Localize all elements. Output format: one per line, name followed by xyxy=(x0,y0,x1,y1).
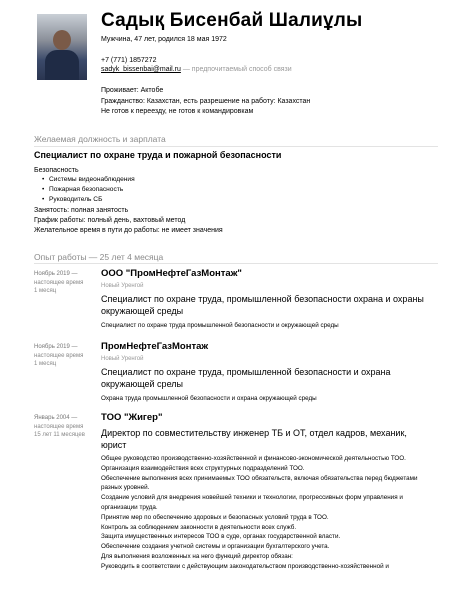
phone-number[interactable]: +7 (771) 1857272 xyxy=(101,57,157,64)
description-line: Принятие мер по обеспечению здоровых и безопасных условий труда в ТОО. xyxy=(101,513,329,521)
company-name: ООО "ПромНефтеГазМонтаж" xyxy=(101,268,242,279)
company-name: ТОО "Жигер" xyxy=(101,412,163,423)
work-schedule: График работы: полный день, вахтовый метод xyxy=(34,217,186,224)
job-description: Специалист по охране труда промышленной безопасности и окружающей среды xyxy=(101,322,339,329)
description-line: Для выполнения возложенных на него функций директор обязан: xyxy=(101,552,293,560)
travel-time: Желательное время в пути до работы: не имеет значения xyxy=(34,227,223,234)
divider xyxy=(34,146,438,147)
divider xyxy=(34,263,438,264)
description-line: Обеспечение создания учетной системы и организации бухгалтерского учета. xyxy=(101,543,330,551)
candidate-name: Садық Бисенбай Шалиұлы xyxy=(101,10,363,31)
description-line: Обеспечение выполнения всех принимаемых ТОО обязательств, включая обязательства перед бюджетами разных уровней. xyxy=(101,474,418,492)
specialization-list xyxy=(42,175,135,205)
citizenship: Гражданство: Казахстан, есть разрешение на работу: Казахстан xyxy=(101,98,311,105)
list-item: • Системы видеонаблюдения xyxy=(42,175,135,185)
description-line: Создание условий для внедрения новейшей техники и технологии, прогрессивных форм управления и организации труда. xyxy=(101,494,403,511)
job-title: Специалист по охране труда, промышленной безопасности и охрана окружающей срелы xyxy=(101,367,391,389)
email-link[interactable]: sadyk_bissenbai@mail.ru xyxy=(101,66,181,73)
job-description: Охрана труда промышленной безопасности и охрана окружающей среды xyxy=(101,395,317,402)
specialization-category: Безопасность xyxy=(34,167,79,174)
description-line: Контроль за соблюдением законности в деятельности всех служб. xyxy=(101,523,297,531)
company-name: ПромНефтеГазМонтаж xyxy=(101,341,209,352)
experience-period: Ноябрь 2019 — настоящее время 1 месяц xyxy=(34,271,84,294)
email-note: — предпочитаемый способ связи xyxy=(182,66,292,73)
relocation: Не готов к переезду, не готов к командировкам xyxy=(101,108,254,115)
company-city: Новый Уренгой xyxy=(101,356,144,362)
list-item: • Руководитель СБ xyxy=(42,195,135,205)
desired-position: Специалист по охране труда и пожарной безопасности xyxy=(34,150,282,160)
personal-info: Мужчина, 47 лет, родился 18 мая 1972 xyxy=(101,36,227,43)
residence: Проживает: Актобе xyxy=(101,87,164,94)
job-title: Специалист по охране труда, промышленной безопасности охрана и охраны окружающей среды xyxy=(101,294,424,316)
email-row xyxy=(101,65,292,74)
company-city: Новый Уренгой xyxy=(101,283,144,289)
desired-section-title: Желаемая должность и зарплата xyxy=(34,134,166,144)
list-item: • Пожарная безопасность xyxy=(42,185,135,195)
description-line: Руководить в соответствии с действующим законодательством производственно-хозяйственной и xyxy=(101,562,389,570)
description-line: Защита имущественных интересов ТОО в суде, органах государственной власти. xyxy=(101,533,341,541)
job-title: Директор по совместительству инженер ТБ и ОТ, отдел кадров, механик, юрист xyxy=(101,428,407,450)
job-description xyxy=(101,454,431,572)
description-line: Общее руководство производственно-хозяйственной и финансово-экономической деятельностью ТОО. xyxy=(101,455,406,462)
experience-section-title: Опыт работы — 25 лет 4 месяца xyxy=(34,252,164,262)
description-line: Организация взаимодействия всех структурных подразделений ТОО. xyxy=(101,464,305,472)
experience-period: Ноябрь 2019 — настоящее время 1 месяц xyxy=(34,344,84,367)
profile-photo xyxy=(37,14,87,80)
employment-type: Занятость: полная занятость xyxy=(34,207,129,214)
experience-period: Январь 2004 — настоящее время 15 лет 11 месяцев xyxy=(34,415,85,438)
